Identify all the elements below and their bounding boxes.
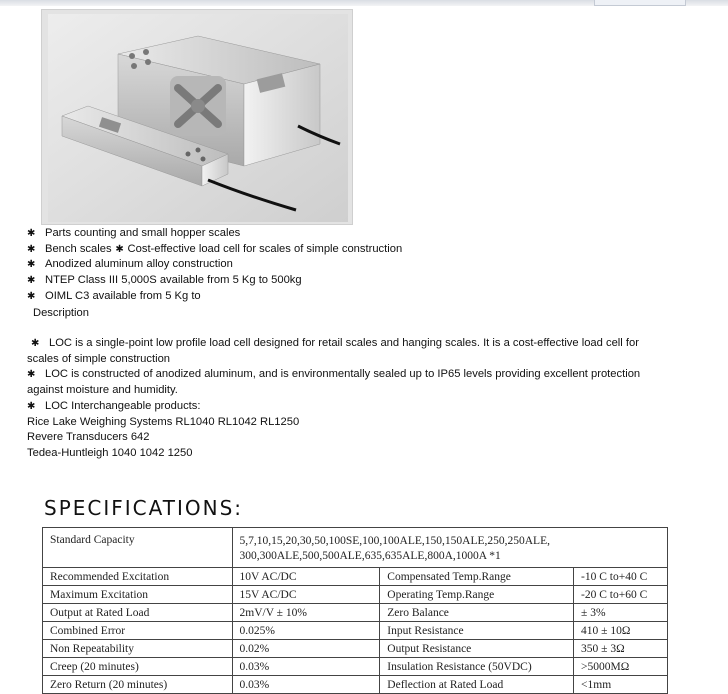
spec-value: 350 ± 3Ω xyxy=(574,640,668,658)
spec-label: Standard Capacity xyxy=(43,528,233,568)
star-bullet-icon: ✱ xyxy=(27,290,36,302)
star-bullet-icon: ✱ xyxy=(27,259,36,271)
table-row xyxy=(43,640,668,658)
tab-hint xyxy=(594,0,686,6)
table-row xyxy=(43,658,668,676)
spec-value: 0.025% xyxy=(232,622,380,640)
star-bullet-icon: ✱ xyxy=(27,243,36,255)
top-strip xyxy=(0,0,728,6)
spec-label: Input Resistance xyxy=(380,622,574,640)
load-cell-illustration xyxy=(48,14,348,222)
spec-value: <1mm xyxy=(574,676,668,694)
spec-value: 0.02% xyxy=(232,640,380,658)
table-row xyxy=(43,586,668,604)
paragraph-line: Rice Lake Weighing Systems RL1040 RL1042 RL1250 xyxy=(27,415,300,428)
spec-label: Zero Return (20 minutes) xyxy=(43,676,233,694)
load-cell-photo xyxy=(41,9,353,225)
spec-value: >5000MΩ xyxy=(574,658,668,676)
spec-value: 410 ± 10Ω xyxy=(574,622,668,640)
star-bullet-icon: ✱ xyxy=(27,275,36,287)
spec-value: 0.03% xyxy=(232,676,380,694)
star-bullet-icon: ✱ xyxy=(27,400,36,412)
spec-value: 0.03% xyxy=(232,658,380,676)
spec-value: -10 C to+40 C xyxy=(574,568,668,586)
spec-label: Insulation Resistance (50VDC) xyxy=(380,658,574,676)
paragraph-line: ✱ LOC Interchangeable products: xyxy=(27,399,717,415)
feature-item: ✱ Parts counting and small hopper scales xyxy=(27,226,402,242)
spec-label: Compensated Temp.Range xyxy=(380,568,574,586)
paragraph-line: ✱ LOC is constructed of anodized aluminum, and is environmentally sealed up to IP65 levels providing excellent protection xyxy=(27,367,717,383)
spec-label: Zero Balance xyxy=(380,604,574,622)
spec-label: Operating Temp.Range xyxy=(380,586,574,604)
spec-label: Output at Rated Load xyxy=(43,604,233,622)
specifications-title: SPECIFICATIONS: xyxy=(44,496,244,520)
feature-list xyxy=(27,226,402,305)
spec-label: Maximum Excitation xyxy=(43,586,233,604)
feature-item: ✱ Bench scales ✱ Cost-effective load cell for scales of simple construction xyxy=(27,242,402,258)
paragraph-line: Revere Transducers 642 xyxy=(27,431,150,444)
spec-value: -20 C to+60 C xyxy=(574,586,668,604)
spec-label: Creep (20 minutes) xyxy=(43,658,233,676)
table-row xyxy=(43,622,668,640)
spec-value: 15V AC/DC xyxy=(232,586,380,604)
specifications-table xyxy=(42,527,668,694)
paragraph-line: against moisture and humidity. xyxy=(27,384,178,397)
star-bullet-icon: ✱ xyxy=(27,228,36,239)
description-heading: Description xyxy=(33,307,89,319)
table-row xyxy=(43,604,668,622)
table-row xyxy=(43,568,668,586)
spec-label: Output Resistance xyxy=(380,640,574,658)
paragraph-line: ✱ LOC is a single-point low profile load cell designed for retail scales and hanging scales. It is a cost-effective load cell for xyxy=(27,336,717,352)
feature-item: ✱ NTEP Class III 5,000S available from 5 Kg to 500kg xyxy=(27,273,402,289)
table-row xyxy=(43,676,668,694)
paragraph-line: Tedea-Huntleigh 1040 1042 1250 xyxy=(27,446,193,459)
spec-label: Combined Error xyxy=(43,622,233,640)
spec-value: ± 3% xyxy=(574,604,668,622)
spec-value: 10V AC/DC xyxy=(232,568,380,586)
spec-value: 5,7,10,15,20,30,50,100SE,100,100ALE,150,150ALE,250,250ALE, 300,300ALE,500,500ALE,635,635ALE,800A,1000A *1 xyxy=(232,528,668,568)
spec-value: 2mV/V ± 10% xyxy=(232,604,380,622)
feature-item: ✱ OIML C3 available from 5 Kg to xyxy=(27,289,402,305)
star-bullet-icon: ✱ xyxy=(31,338,40,349)
table-row xyxy=(43,528,668,568)
spec-label: Recommended Excitation xyxy=(43,568,233,586)
star-bullet-icon: ✱ xyxy=(27,369,36,381)
spec-label: Deflection at Rated Load xyxy=(380,676,574,694)
feature-item: ✱ Anodized aluminum alloy construction xyxy=(27,257,402,273)
spec-label: Non Repeatability xyxy=(43,640,233,658)
description-text xyxy=(27,336,717,462)
paragraph-line: scales of simple construction xyxy=(27,352,171,365)
star-bullet-icon: ✱ xyxy=(115,243,124,255)
description-heading-block xyxy=(27,306,89,322)
